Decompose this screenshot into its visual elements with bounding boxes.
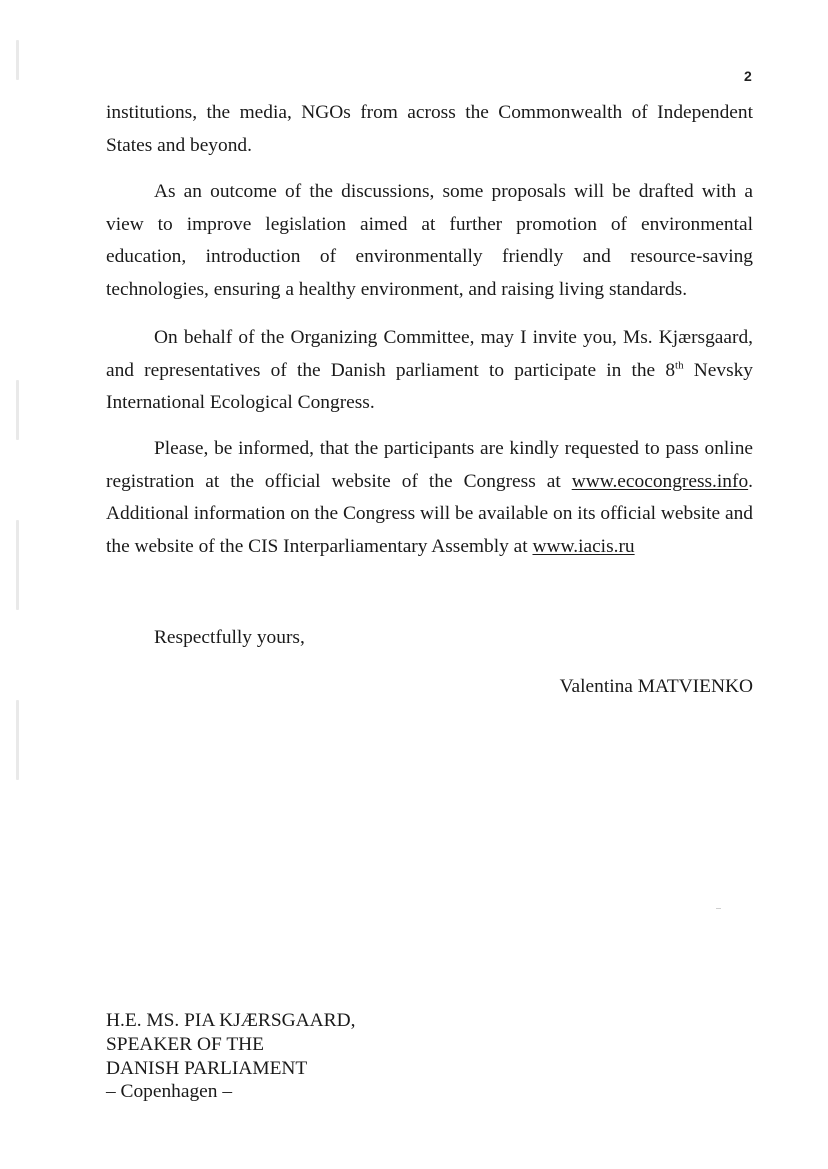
address-line-4: – Copenhagen – <box>106 1081 233 1103</box>
closing-salutation: Respectfully yours, <box>154 627 305 648</box>
paragraph-text <box>106 433 753 563</box>
paragraph-text: institutions, the media, NGOs from across the Commonwealth of Independent States and beyond. <box>106 102 753 156</box>
iacis-link[interactable]: www.iacis.ru <box>532 535 635 557</box>
paragraph-invitation <box>106 322 753 420</box>
address-line-3: DANISH PARLIAMENT <box>106 1057 308 1079</box>
paragraph-text <box>106 322 753 420</box>
ecocongress-link[interactable]: www.ecocongress.info <box>571 470 749 492</box>
signatory-name: Valentina MATVIENKO <box>559 676 753 697</box>
paragraph-text: As an outcome of the discussions, some proposals will be drafted with a view to improve legislation aimed at further promotion of environmental education, introduction of environmentally friendly and resource-saving technologies, ensuring a healthy environment, and raising living standards. <box>106 181 753 300</box>
scan-artifact <box>16 40 19 80</box>
registration-text-cont: . Additional information on the Congress will be available on its official website and the website of the CIS Interparliamentary Assembly at <box>106 470 753 557</box>
scan-speck <box>716 908 721 909</box>
paragraph-proposals <box>106 176 753 306</box>
registration-text: Please, be informed, that the participants are kindly requested to pass online registration at the official website of the Congress at <box>106 438 753 492</box>
ordinal-suffix: th <box>675 359 684 372</box>
page-number: 2 <box>744 68 752 84</box>
address-line-1: H.E. MS. PIA KJÆRSGAARD, <box>106 1010 356 1031</box>
invitation-text-end: Nevsky International Ecological Congress. <box>106 359 754 414</box>
scan-artifact <box>16 380 19 440</box>
address-line-2: SPEAKER OF THE <box>106 1033 265 1055</box>
paragraph-continuation <box>106 97 753 162</box>
invitation-text: On behalf of the Organizing Committee, may I invite you, Ms. Kjærsgaard, and representatives of the Danish parliament to participate in the 8 <box>106 327 753 381</box>
recipient-address <box>106 1009 355 1104</box>
scan-artifact <box>16 520 19 610</box>
paragraph-registration <box>106 433 753 563</box>
scan-artifact <box>16 700 19 780</box>
